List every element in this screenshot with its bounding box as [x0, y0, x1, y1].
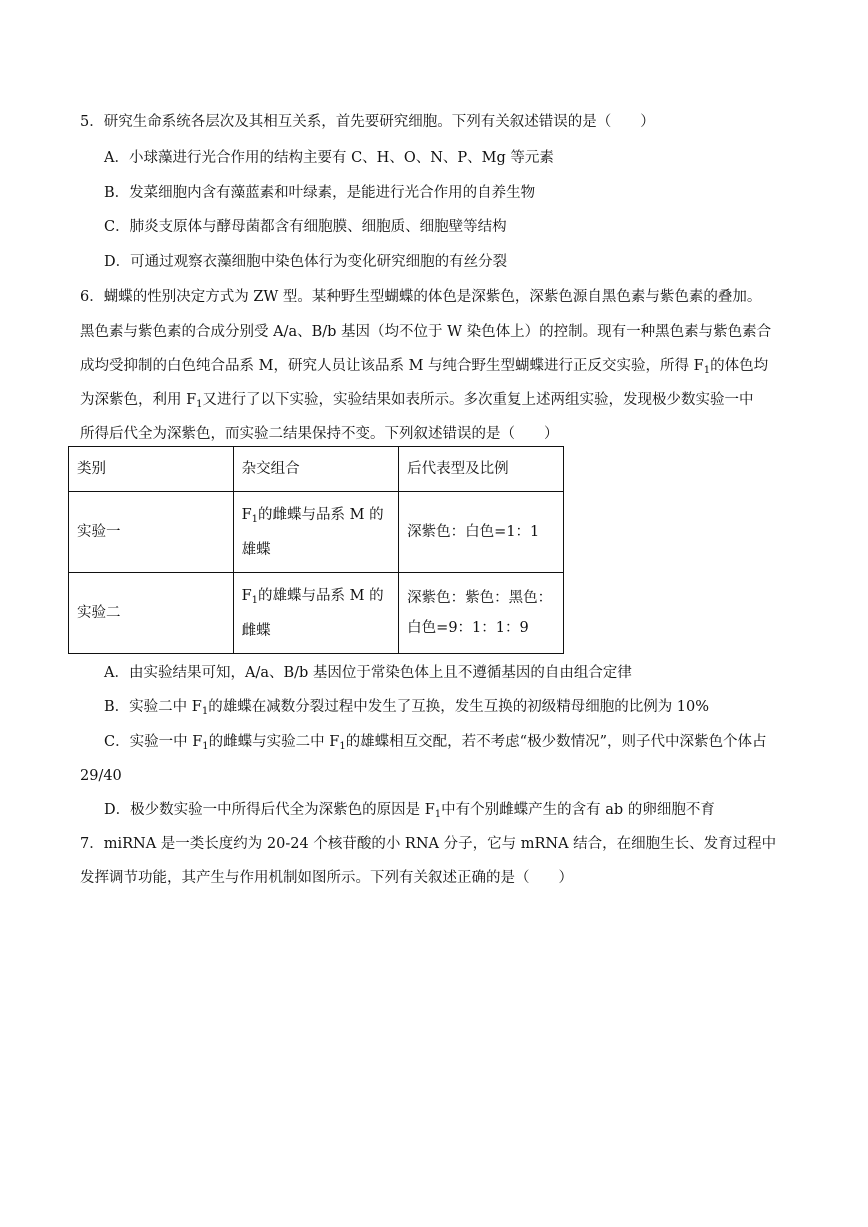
- q5-option-c: C．肺炎支原体与酵母菌都含有细胞膜、细胞质、细胞壁等结构: [104, 219, 507, 235]
- q6-option-c: [104, 732, 767, 757]
- q7-stem-line-1: 7．miRNA 是一类长度约为 20-24 个核苷酸的小 RNA 分子，它与 mRNA 结合，在细胞生长、发育过程中: [80, 836, 777, 852]
- text-run: 的雄蝶相互交配，若不考虑“极少数情况”，则子代中深紫色个体占: [345, 734, 767, 750]
- q5-option-a: A．小球藻进行光合作用的结构主要有 C、H、O、N、P、Mg 等元素: [104, 150, 554, 166]
- text-run: 中有个别雌蝶产生的含有 ab 的卵细胞不育: [441, 802, 715, 818]
- table-header-cell: 杂交组合: [233, 447, 399, 492]
- q6-stem-line-2: 黑色素与紫色素的合成分别受 A/a、B/b 基因（均不位于 W 染色体上）的控制。现有一种黑色素与紫色素合: [80, 324, 772, 340]
- text-run: 雌蝶: [241, 622, 271, 639]
- q6-stem-line-4: [80, 390, 754, 415]
- q6-option-b: [104, 697, 709, 722]
- text-run: 深紫色：白色=1：1: [407, 524, 540, 540]
- subscript: 1: [251, 513, 259, 525]
- text-run: 的体色均: [710, 358, 769, 374]
- q6-option-d: [104, 800, 715, 825]
- table-header-row: [69, 447, 564, 492]
- experiment-table: [68, 446, 564, 654]
- text-run: 的雄蝶在减数分裂过程中发生了互换，发生互换的初级精母细胞的比例为 10%: [208, 699, 710, 715]
- text-run: 又进行了以下实验，实验结果如表所示。多次重复上述两组实验，发现极少数实验一中: [202, 392, 754, 408]
- text-run: B．实验二中 F: [104, 699, 202, 715]
- table-cell-result: [399, 573, 564, 654]
- table-cell-result: [399, 492, 564, 573]
- text-run: 深紫色：紫色：黑色：: [407, 590, 553, 606]
- table-row: [69, 492, 564, 573]
- text-run: 的雌蝶与实验二中 F: [208, 734, 340, 750]
- table-header-cell: 类别: [69, 447, 234, 492]
- q5-option-d: D．可通过观察衣藻细胞中染色体行为变化研究细胞的有丝分裂: [104, 254, 508, 270]
- subscript: 1: [339, 741, 346, 752]
- subscript: 1: [434, 809, 442, 820]
- text-run: F: [241, 506, 252, 523]
- table-cell-cross: [233, 492, 399, 573]
- text-run: D．极少数实验一中所得后代全为深紫色的原因是 F: [104, 802, 435, 818]
- subscript: 1: [202, 741, 209, 752]
- q6-option-c-continued: 29/40: [80, 768, 122, 784]
- table-row: [69, 573, 564, 654]
- q7-stem-line-2: 发挥调节功能，其产生与作用机制如图所示。下列有关叙述正确的是（ ）: [80, 870, 573, 886]
- subscript: 1: [196, 399, 203, 410]
- table-cell-category: 实验一: [69, 492, 234, 573]
- table-cell-cross: [233, 573, 399, 654]
- text-run: 为深紫色，利用 F: [80, 392, 197, 408]
- text-run: C．实验一中 F: [104, 734, 203, 750]
- q6-option-a: A．由实验结果可知，A/a、B/b 基因位于常染色体上且不遵循基因的自由组合定律: [104, 665, 632, 681]
- subscript: 1: [703, 365, 711, 376]
- text-run: 成均受抑制的白色纯合品系 M，研究人员让该品系 M 与纯合野生型蝴蝶进行正反交实验，所得 F: [80, 358, 704, 374]
- text-run: 雄蝶: [241, 541, 271, 558]
- q6-stem-line-3: [80, 356, 768, 381]
- text-run: 的雌蝶与品系 M 的: [258, 506, 384, 523]
- q6-stem-line-5: 所得后代全为深紫色，而实验二结果保持不变。下列叙述错误的是（ ）: [80, 426, 559, 442]
- q5-stem: 5．研究生命系统各层次及其相互关系，首先要研究细胞。下列有关叙述错误的是（ ）: [80, 114, 655, 130]
- table-cell-category: 实验二: [69, 573, 234, 654]
- text-run: 白色=9：1：1：9: [407, 620, 529, 636]
- text-run: F: [241, 587, 252, 604]
- q5-option-b: B．发菜细胞内含有藻蓝素和叶绿素，是能进行光合作用的自养生物: [104, 185, 536, 201]
- subscript: 1: [251, 594, 259, 606]
- subscript: 1: [201, 706, 209, 717]
- q6-stem-line-1: 6．蝴蝶的性别决定方式为 ZW 型。某种野生型蝴蝶的体色是深紫色，深紫色源自黑色素与紫色素的叠加。: [80, 289, 762, 305]
- text-run: 的雄蝶与品系 M 的: [258, 587, 384, 604]
- table-header-cell: 后代表型及比例: [399, 447, 564, 492]
